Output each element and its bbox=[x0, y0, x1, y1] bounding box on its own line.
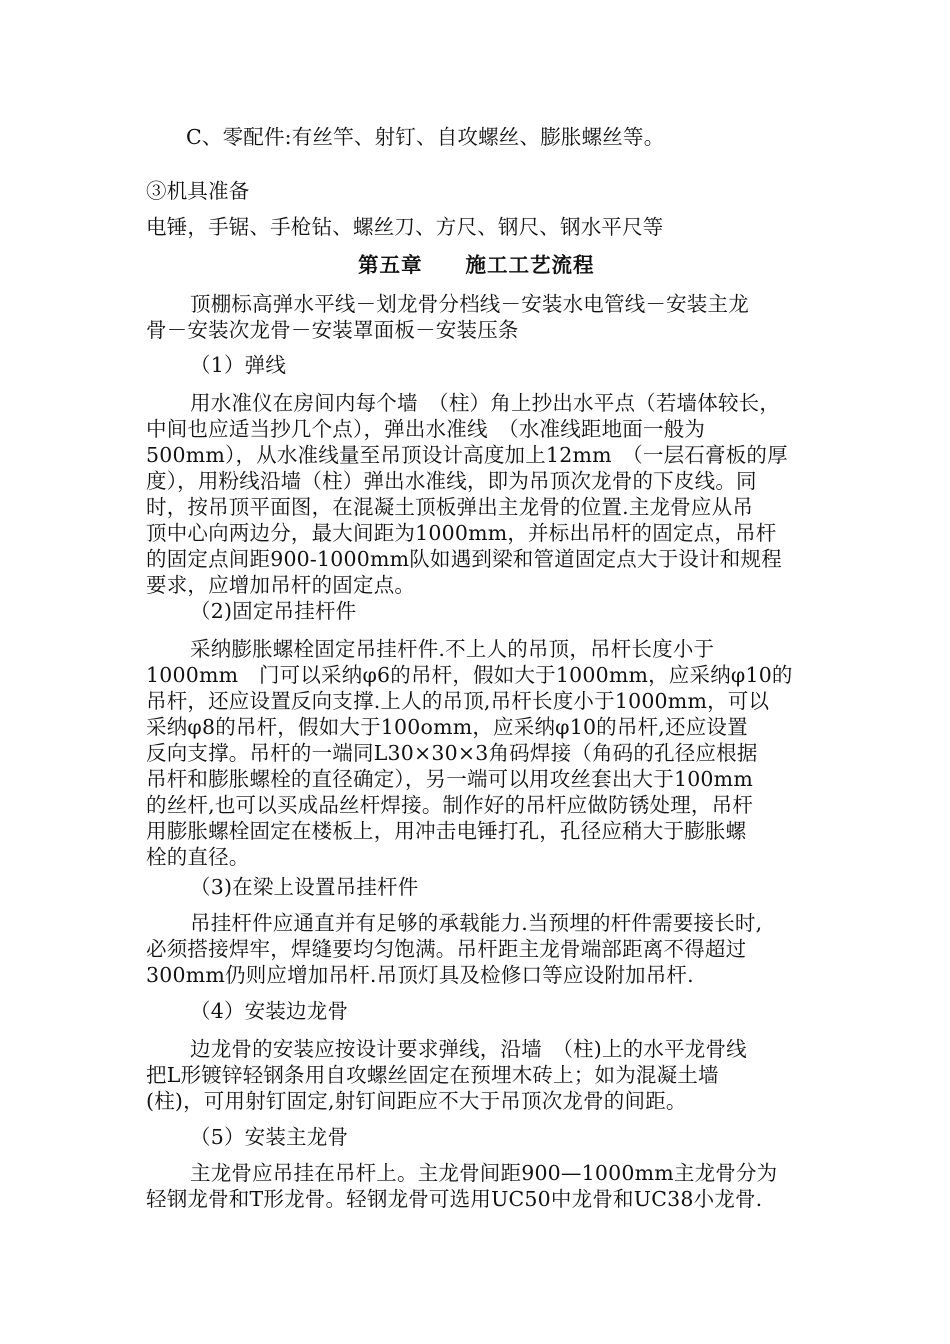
section-1-title: （1）弹线 bbox=[190, 353, 287, 377]
section-3-line: 必须搭接焊牢，焊缝要均匀饱满。吊杆距主龙骨端部距离不得超过 bbox=[146, 937, 747, 961]
section-1-line: 的固定点间距900-1000mm队如遇到梁和管道固定点大于设计和规程 bbox=[146, 547, 782, 571]
section-5-line: 主龙骨应吊挂在吊杆上。主龙骨间距900—1000mm主龙骨分为 bbox=[190, 1161, 778, 1185]
section-2-line: 的丝杆,也可以买成品丝杆焊接。制作好的吊杆应做防锈处理，吊杆 bbox=[146, 793, 754, 817]
section-1-line: 顶中心向两边分，最大间距为1000mm，并标出吊杆的固定点，吊杆 bbox=[146, 521, 777, 545]
flow-line: 骨－安装次龙骨－安装罩面板－安装压条 bbox=[146, 318, 519, 342]
section-4-line: (柱)，可用射钉固定,射钉间距应不大于吊顶次龙骨的间距。 bbox=[146, 1089, 687, 1113]
section-5-title: （5）安装主龙骨 bbox=[190, 1125, 349, 1149]
section-2-line: 采纳膨胀螺栓固定吊挂杆件.不上人的吊顶，吊杆长度小于 bbox=[190, 637, 715, 661]
section-3-title: （3)在梁上设置吊挂杆件 bbox=[190, 875, 419, 899]
chapter-heading: 第五章 施工工艺流程 bbox=[358, 253, 595, 277]
section-2-title: （2)固定吊挂杆件 bbox=[190, 599, 357, 623]
section-2-line: 吊杆，还应设置反向支撑.上人的吊顶,吊杆长度小于1000mm，可以 bbox=[146, 689, 770, 713]
section-1-line: 用水准仪在房间内每个墙 （柱）角上抄出水平点（若墙体较长， bbox=[190, 391, 781, 415]
section-3-line: 吊挂杆件应通直并有足够的承载能力.当预埋的杆件需要接长时, bbox=[190, 911, 763, 935]
tools-title: ③机具准备 bbox=[146, 179, 250, 203]
section-4-title: （4）安装边龙骨 bbox=[190, 999, 349, 1023]
flow-line: 顶棚标高弹水平线－划龙骨分档线－安装水电管线－安装主龙 bbox=[190, 292, 749, 316]
parts-line: C、零配件:有丝竿、射钉、自攻螺丝、膨胀螺丝等。 bbox=[186, 125, 665, 149]
section-2-line: 1000mm 门可以采纳φ6的吊杆，假如大于1000mm，应采纳φ10的 bbox=[146, 663, 793, 687]
section-3-line: 300mm仍则应增加吊杆.吊顶灯具及检修口等应设附加吊杆. bbox=[146, 963, 694, 987]
section-4-line: 边龙骨的安装应按设计要求弹线，沿墙 （柱)上的水平龙骨线 bbox=[190, 1037, 747, 1061]
tools-list: 电锤，手锯、手枪钻、螺丝刀、方尺、钢尺、钢水平尺等 bbox=[146, 215, 664, 239]
section-2-line: 栓的直径。 bbox=[146, 845, 250, 869]
section-1-line: 度），用粉线沿墙（柱）弹出水准线，即为吊顶次龙骨的下皮线。同 bbox=[146, 469, 757, 493]
section-5-line: 轻钢龙骨和T形龙骨。轻钢龙骨可选用UC50中龙骨和UC38小龙骨. bbox=[146, 1187, 763, 1211]
section-1-line: 中间也应适当抄几个点），弹出水准线 （水准线距地面一般为 bbox=[146, 417, 706, 441]
section-1-line: 时，按吊顶平面图，在混凝土顶板弹出主龙骨的位置.主龙骨应从吊 bbox=[146, 495, 754, 519]
section-2-line: 吊杆和膨胀螺栓的直径确定），另一端可以用攻丝套出大于100mm bbox=[146, 767, 753, 791]
section-2-line: 采纳φ8的吊杆，假如大于100omm，应采纳φ10的吊杆,还应设置 bbox=[146, 715, 748, 739]
section-2-line: 用膨胀螺栓固定在楼板上，用冲击电锤打孔，孔径应稍大于膨胀螺 bbox=[146, 819, 747, 843]
section-1-line: 要求，应增加吊杆的固定点。 bbox=[146, 573, 416, 597]
section-4-line: 把L形镀锌轻钢条用自攻螺丝固定在预埋木砖上；如为混凝土墙 bbox=[146, 1063, 719, 1087]
section-1-line: 500mm），从水准线量至吊顶设计高度加上12mm （一层石膏板的厚 bbox=[146, 443, 788, 467]
section-2-line: 反向支撑。吊杆的一端同L30×30×3角码焊接（角码的孔径应根据 bbox=[146, 741, 758, 765]
